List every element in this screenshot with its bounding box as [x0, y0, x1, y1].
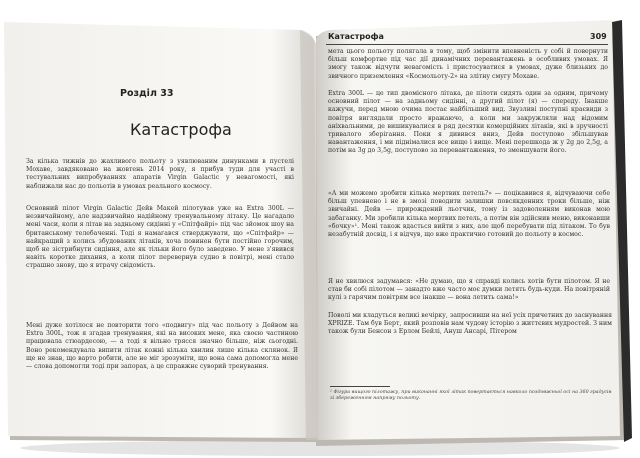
- right-paragraph-1: мета цього польоту полягала в тому, щоб змінити впевненість у собі й повернути більш комфортне під час дії динамічних перевантажень в особливих умовах. Я змогу також відчути невагомість і пристосуватися в умовах, дуже близьких до звичного приземлення «Космольоту-2» на злітну смугу Мохаве.: [328, 48, 608, 80]
- left-paragraph-2: Основний пілот Virgin Galactic Дейв Макей пілотував уже на Extra 300L — незвичайному, але надзвичайно надійному тренувальному літаку. Це нагадало мені часи, коли я літав на задньому сидінні у «Спітфайрі» під час зйомок шоу на британському телебаченні. Тоді я намагався стверджувати, що «Спітфайр» — найкращий з колись збудованих літаків, хоча повинен бути постійно горочим, щоб не зістрибнути сидіння, але як тільки його було заведено. У мене з'явився навіть коротке дихання, а коли пілот перевернув судно в повітрі, мені стало страшно знову, що я втрачу свідомість.: [26, 205, 294, 270]
- footnote-1: ¹ Фігура вищого пілотажу, при виконанні якої літак повертається навколо поздовжньої осі на 360 градусів зі збереженням напряму польоту.: [330, 390, 612, 402]
- chapter-title: Катастрофа: [130, 120, 232, 139]
- left-paragraph-1: За кілька тижнів до жахливого польоту з уявлюваним динунками в пустелі Мохаве, завдяковано на жовтень 2014 року, я прибув туди для участі в тестувальних випробуваннях апаратів Virgin Galactic у невагомості, які наближали нас до польотів в умовах реального космосу.: [26, 158, 294, 190]
- left-paragraph-3: Мені дуже хотілося не повторити того «подвигу» під час польоту з Дейвом на Extra 300L, тож я згадав тренування, які на високих мене, яка своєю частиною працювала стюардесою, — а тоді я вільно трясся значно більше, ніж сьогодні. Воно рекомендувала випити літак кожні кілька хвилин лише кілька склянок. Я ще не знав, що варто робити, але не міг зрозуміти, що вона сама допомогла мене — слова допомогли тоді при запорах, а це справжнє суворий тренування.: [26, 322, 298, 371]
- page-number: 309: [590, 32, 607, 41]
- right-paragraph-2: Extra 300L — це тип двомісного літака, де пілоти сидять один за одним, причому основний пілот — на задньому сидінні, а другий пілот (я) — спереду. Інакше кажучи, перед мною очима постає найбільший вид. Звузливі поступні краєвиди з повітря виглядали просто вражаючо, а коли ми закружляли над відомим аніхвальними, де вишикувалися в ряд десятки комерційних літаків, які в зручності тривалого зберігання. Поки я дивився вниз, Дейв поступово збільшував навантаження, і ми піднімалися все вище і вище. Мені перешкода ж у 2g до 2,5g, а потім на 3g до 3,5g, поступово за перевантаження, то зменшувати його.: [328, 90, 608, 155]
- chapter-number: Розділ 33: [120, 88, 174, 99]
- right-paragraph-4: Я не хвилюся задумався: «Не думаю, що я справді колись хотів бути пілотом. Я не став би собі пілотом — занадто вже часто моє думки летять будь-куди. На повітряній кулі з гарячим повітрям все інакше — вона летить сама!»: [328, 278, 610, 302]
- footnote-rule: [330, 386, 390, 387]
- right-paragraph-3: «А ми можемо зробити кілька мертвих петель?» — поцікавився я, відчуваючи себе більш упевнено і не в змозі поводити залишки повсякденних троки більше, ніж звичайні. Дейв — прирождений льотчик, тому із задоволенням виконав мою забаганку. Ми зробили кілька мертвих петель, а потім він здійснив меню, виконавши «бочку»¹. Мені також вдасться вийти з них, але щоб перебувати під літаком. То був незабутній досвід, і я відчув, що вже практично готовий до польоту в космос.: [328, 190, 611, 239]
- header-rule: [326, 44, 608, 45]
- running-head: Катастрофа: [328, 32, 384, 41]
- right-paragraph-5: Поволі ми кладуться великі вечірку, запросивши на неї усіх причетних до заснування XPRIZE. Там був Берт, який розповів нам чудову історію з життєвих мудростей. З ним також були Бенсон з Ерлом Бейлі, Ануш Ансарі, Пітером: [328, 312, 612, 336]
